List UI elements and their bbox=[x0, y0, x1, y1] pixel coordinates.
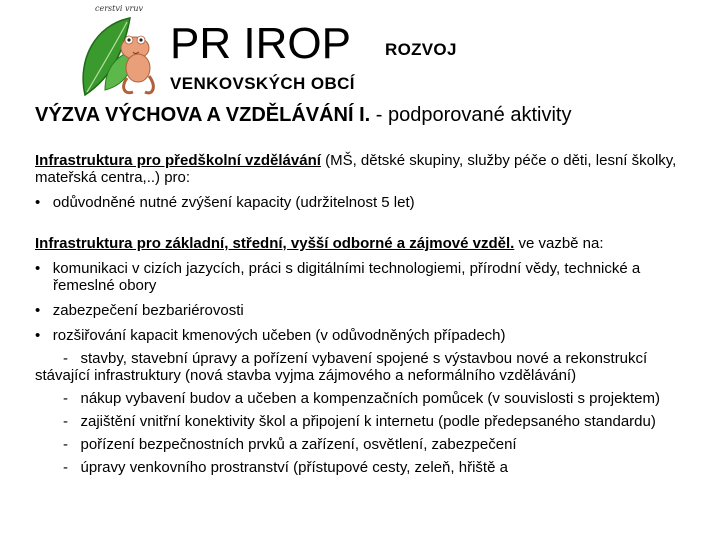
sub-list-item-text: pořízení bezpečnostních prvků a zařízení, osvětlení, zabezpečení bbox=[80, 436, 517, 453]
sub-list-item-text: nákup vybavení budov a učeben a kompenzačních pomůcek (v souvislosti s projektem) bbox=[80, 390, 660, 407]
list-item: • komunikaci v cizích jazycích, práci s digitálními technologiemi, přírodní vědy, technické a řemeslné obory bbox=[35, 260, 641, 294]
frog-leaf-logo-icon bbox=[75, 0, 165, 110]
section1-lead-rest: (MŠ, dětské skupiny, služby péče o děti, lesní školky, mateřská centra,..) pro: bbox=[35, 152, 677, 186]
list-item: • rozšiřování kapacit kmenových učeben (v odůvodněných případech) bbox=[35, 327, 506, 344]
list-item-text: zabezpečení bezbariérovosti bbox=[52, 302, 244, 319]
sub-list-item-cut: - úpravy venkovního prostranství (přístupové cesty, zeleň, hřiště a bbox=[63, 459, 508, 476]
sub-list-item: - zajištění vnitřní konektivity škol a připojení k internetu (podle předepsaného standardu) bbox=[63, 413, 656, 430]
heading-bold: VÝZVA VÝCHOVA A VZDĚLÁVÁNÍ I. bbox=[35, 104, 371, 126]
section2-lead bbox=[35, 235, 685, 252]
section2-lead-rest: ve vazbě na: bbox=[514, 235, 604, 252]
section1-lead-bold: Infrastruktura pro předškolní vzdělávání bbox=[35, 152, 321, 169]
section2-lead-bold: Infrastruktura pro základní, střední, vyšší odborné a zájmové vzděl. bbox=[35, 235, 515, 252]
content-body bbox=[35, 152, 685, 476]
page-subtitle: VENKOVSKÝCH OBCÍ bbox=[170, 74, 355, 93]
list-item-text: rozšiřování kapacit kmenových učeben (v odůvodněných případech) bbox=[52, 327, 506, 344]
sub-list-item: - pořízení bezpečnostních prvků a zařízení, osvětlení, zabezpečení bbox=[63, 436, 517, 453]
list-item-text: odůvodněné nutné zvýšení kapacity (udržitelnost 5 let) bbox=[52, 194, 415, 211]
list-item-text: komunikaci v cizích jazycích, práci s digitálními technologiemi, přírodní vědy, technické a řemeslné obory bbox=[52, 260, 641, 294]
logo bbox=[75, 0, 165, 110]
sub-list-item: - nákup vybavení budov a učeben a kompenzačních pomůcek (v souvislosti s projektem) bbox=[63, 390, 660, 407]
sub-list-item-text: stavby, stavební úpravy a pořízení vybavení spojené s výstavbou nové a rekonstrukcí stávající infrastruktury (nová stavba vyjma zájmového a neformálního vzdělávání) bbox=[35, 350, 648, 384]
section1-lead bbox=[35, 152, 685, 186]
list-item: • zabezpečení bezbariérovosti bbox=[35, 302, 244, 319]
heading-rest: - podporované aktivity bbox=[370, 104, 572, 126]
sub-list-item-text: zajištění vnitřní konektivity škol a připojení k internetu (podle předepsaného standardu) bbox=[80, 413, 656, 430]
section-heading bbox=[35, 104, 675, 127]
logo-text: cerstvi vruv bbox=[95, 4, 143, 13]
page-title: PR IROP bbox=[170, 19, 351, 68]
sub-list-item: - stavby, stavební úpravy a pořízení vybavení spojené s výstavbou nové a rekonstrukcí stávající infrastruktury (nová stavba vyjma zájmového a neformálního vzdělávání) bbox=[35, 350, 648, 384]
list-item: • odůvodněné nutné zvýšení kapacity (udržitelnost 5 let) bbox=[35, 194, 415, 211]
title-suffix: ROZVOJ bbox=[385, 40, 457, 59]
sub-list-item-text: úpravy venkovního prostranství (přístupové cesty, zeleň, hřiště a bbox=[80, 459, 508, 476]
